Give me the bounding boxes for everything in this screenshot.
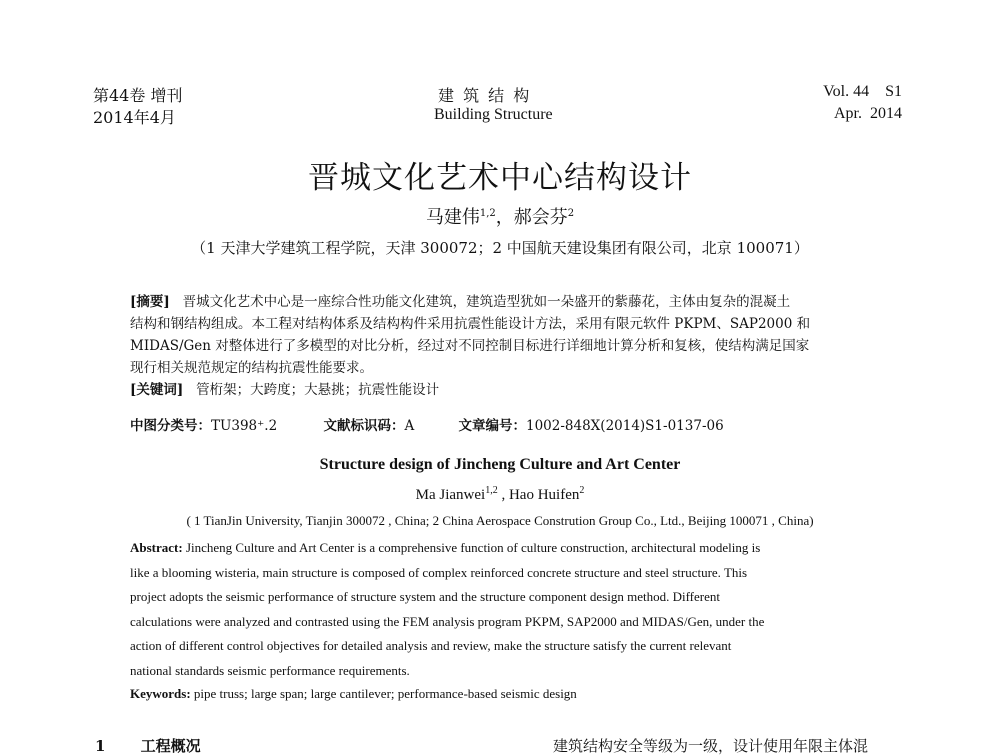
- abstract-label-cn: [摘要]: [130, 294, 170, 310]
- volume-info-cn: 第44卷 增刊: [93, 86, 183, 105]
- abstract-en-text-1: Jincheng Culture and Art Center is a comprehensive function of culture construction, architectural modeling is: [185, 540, 761, 555]
- author-1-en: Ma Jianwei: [415, 487, 486, 503]
- author-2-en: Hao Huifen: [508, 487, 580, 503]
- paper-title-en: Structure design of Jincheng Culture and Art Center: [319, 456, 681, 473]
- abstract-cn-line: [130, 291, 870, 313]
- volume-info-en: Vol. 44 S1: [823, 83, 902, 100]
- authors-en: [0, 485, 1000, 504]
- author-sep-cn: ，: [495, 207, 514, 228]
- abstract-en-text-4: calculations were analyzed and contrasted using the FEM analysis program PKPM, SAP2000 and MIDAS/Gen, under the: [130, 613, 765, 629]
- keywords-text-en: pipe truss; large span; large cantilever; performance-based seismic design: [193, 686, 577, 701]
- authors-cn: [0, 203, 1000, 229]
- article-number-label: 文章编号：: [458, 418, 526, 434]
- journal-name-en: Building Structure: [434, 106, 553, 123]
- affiliation-cn: （1 天津大学建筑工程学院，天津 300072；2 中国航天建设集团有限公司，北京 100071）: [191, 239, 809, 257]
- journal-name-cn: 建 筑 结 构: [438, 86, 532, 105]
- section-number: 1: [95, 737, 106, 755]
- paper-title-cn: 晋城文化艺术中心结构设计: [308, 160, 692, 196]
- article-number-value: 1002-848X(2014)S1-0137-06: [526, 418, 724, 434]
- classification-line: [130, 415, 724, 437]
- abstract-label-en: Abstract:: [130, 540, 183, 555]
- author-1-affil-cn: 1,2: [479, 208, 496, 219]
- author-2-cn: 郝会芬: [513, 207, 568, 228]
- keywords-cn: [130, 379, 870, 401]
- abstract-en-line: [130, 536, 870, 561]
- abstract-en: [130, 536, 870, 684]
- keywords-label-en: Keywords:: [130, 686, 191, 701]
- section-title: 工程概况: [140, 737, 201, 755]
- author-sep-en: ,: [497, 487, 509, 503]
- author-1-affil-en: 1,2: [485, 485, 498, 496]
- doc-code-label: 文献标识码：: [323, 418, 405, 434]
- date-info-cn: 2014年4月: [93, 108, 176, 127]
- keywords-en: [130, 686, 577, 702]
- abstract-en-text-3: project adopts the seismic performance of structure system and the structure component design method. Different: [130, 589, 720, 605]
- abstract-cn-text-2: 结构和钢结构组成。本工程对结构体系及结构构件采用抗震性能设计方法，采用有限元软件 PKPM、SAP2000 和: [130, 316, 811, 332]
- clc-label: 中图分类号：: [130, 418, 211, 434]
- affiliation-en: ( 1 TianJin University, Tianjin 300072 , China; 2 China Aerospace Constrution Group Co., Ltd., Beijing 100071 , China): [186, 513, 814, 528]
- abstract-cn-text-3: MIDAS/Gen 对整体进行了多模型的对比分析，经过对不同控制目标进行详细地计算分析和复核，使结构满足国家: [130, 338, 810, 354]
- doc-code-value: A: [404, 418, 415, 434]
- abstract-en-text-6: national standards seismic performance requirements.: [130, 662, 410, 678]
- keywords-label-cn: [关键词]: [130, 382, 184, 398]
- abstract-cn: [130, 291, 870, 401]
- author-2-affil-en: 2: [579, 485, 585, 496]
- author-1-cn: 马建伟: [425, 207, 480, 228]
- author-2-affil-cn: 2: [567, 208, 575, 219]
- clc-value: TU398⁺.2: [211, 418, 278, 434]
- abstract-en-text-2: like a blooming wisteria, main structure is composed of complex reinforced concrete structure and steel structure. This: [130, 564, 748, 580]
- section-heading: [95, 735, 201, 756]
- abstract-cn-text-4: 现行相关规范规定的结构抗震性能要求。: [130, 360, 373, 376]
- abstract-en-text-5: action of different control objectives for detailed analysis and review, make the structure satisfy the current relevant: [130, 638, 732, 654]
- keywords-text-cn: 管桁架；大跨度；大悬挑；抗震性能设计: [196, 382, 440, 398]
- abstract-cn-text-1: 晋城文化艺术中心是一座综合性功能文化建筑，建筑造型犹如一朵盛开的紫藤花，主体由复杂的混凝土: [182, 294, 791, 310]
- body-text-right: 建筑结构安全等级为一级，设计使用年限主体混: [553, 737, 869, 755]
- date-info-en: Apr. 2014: [834, 105, 902, 122]
